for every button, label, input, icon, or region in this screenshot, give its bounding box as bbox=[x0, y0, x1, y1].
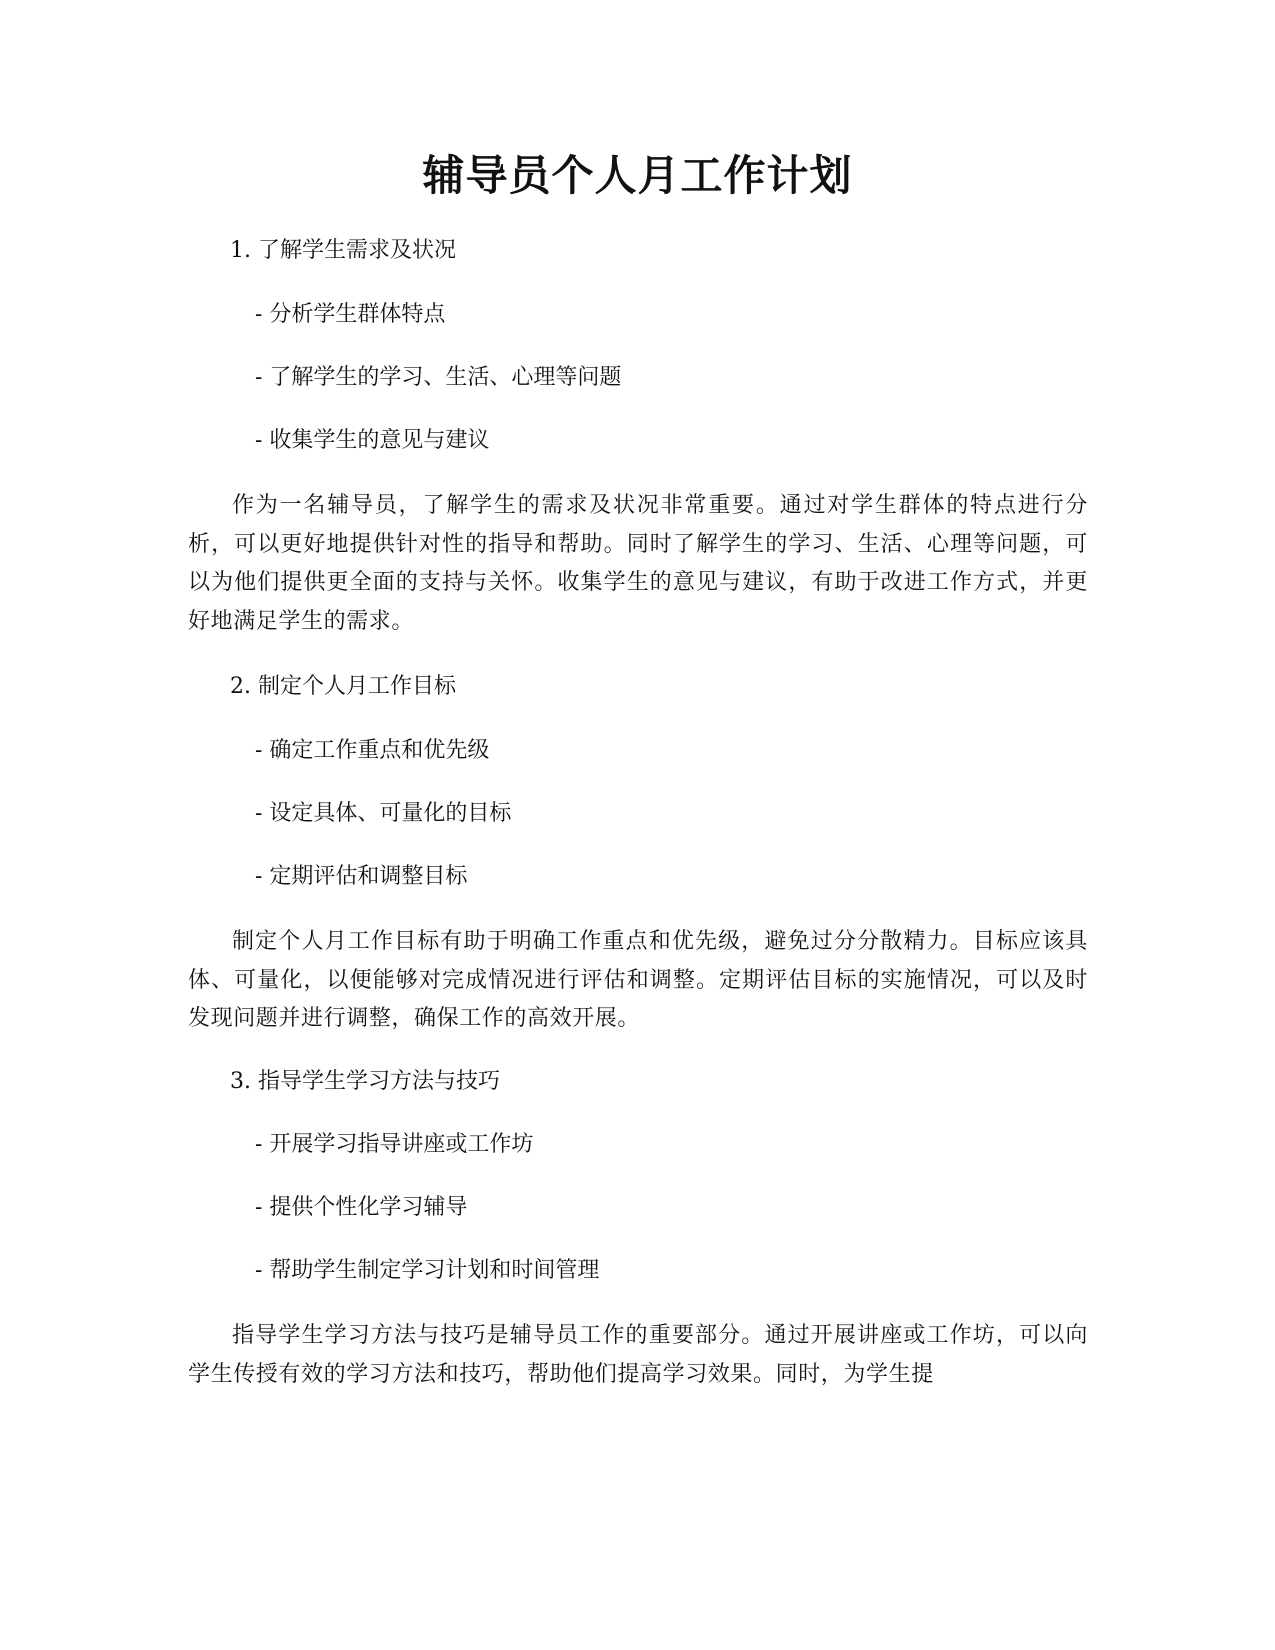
bullet-item: - 提供个性化学习辅导 bbox=[255, 1195, 468, 1220]
bullet-item: - 了解学生的学习、生活、心理等问题 bbox=[255, 365, 622, 390]
section-paragraph: 制定个人月工作目标有助于明确工作重点和优先级，避免过分分散精力。目标应该具体、可量化，以便能够对完成情况进行评估和调整。定期评估目标的实施情况，可以及时发现问题并进行调整，确保工作的高效开展。 bbox=[188, 929, 1088, 1031]
section-heading: 1. 了解学生需求及状况 bbox=[230, 238, 456, 263]
document-title: 辅导员个人月工作计划 bbox=[422, 151, 853, 200]
bullet-item: - 设定具体、可量化的目标 bbox=[255, 801, 512, 826]
bullet-item: - 收集学生的意见与建议 bbox=[255, 428, 490, 453]
bullet-item: - 开展学习指导讲座或工作坊 bbox=[255, 1132, 534, 1157]
section-heading: 3. 指导学生学习方法与技巧 bbox=[230, 1069, 500, 1094]
section-paragraph: 指导学生学习方法与技巧是辅导员工作的重要部分。通过开展讲座或工作坊，可以向学生传授有效的学习方法和技巧，帮助他们提高学习效果。同时，为学生提 bbox=[188, 1323, 1088, 1387]
bullet-item: - 定期评估和调整目标 bbox=[255, 864, 468, 889]
bullet-item: - 分析学生群体特点 bbox=[255, 302, 446, 327]
section-paragraph: 作为一名辅导员，了解学生的需求及状况非常重要。通过对学生群体的特点进行分析，可以更好地提供针对性的指导和帮助。同时了解学生的学习、生活、心理等问题，可以为他们提供更全面的支持与关怀。收集学生的意见与建议，有助于改进工作方式，并更好地满足学生的需求。 bbox=[188, 493, 1088, 634]
bullet-item: - 确定工作重点和优先级 bbox=[255, 738, 490, 763]
section-heading: 2. 制定个人月工作目标 bbox=[230, 674, 456, 699]
bullet-item: - 帮助学生制定学习计划和时间管理 bbox=[255, 1258, 600, 1283]
